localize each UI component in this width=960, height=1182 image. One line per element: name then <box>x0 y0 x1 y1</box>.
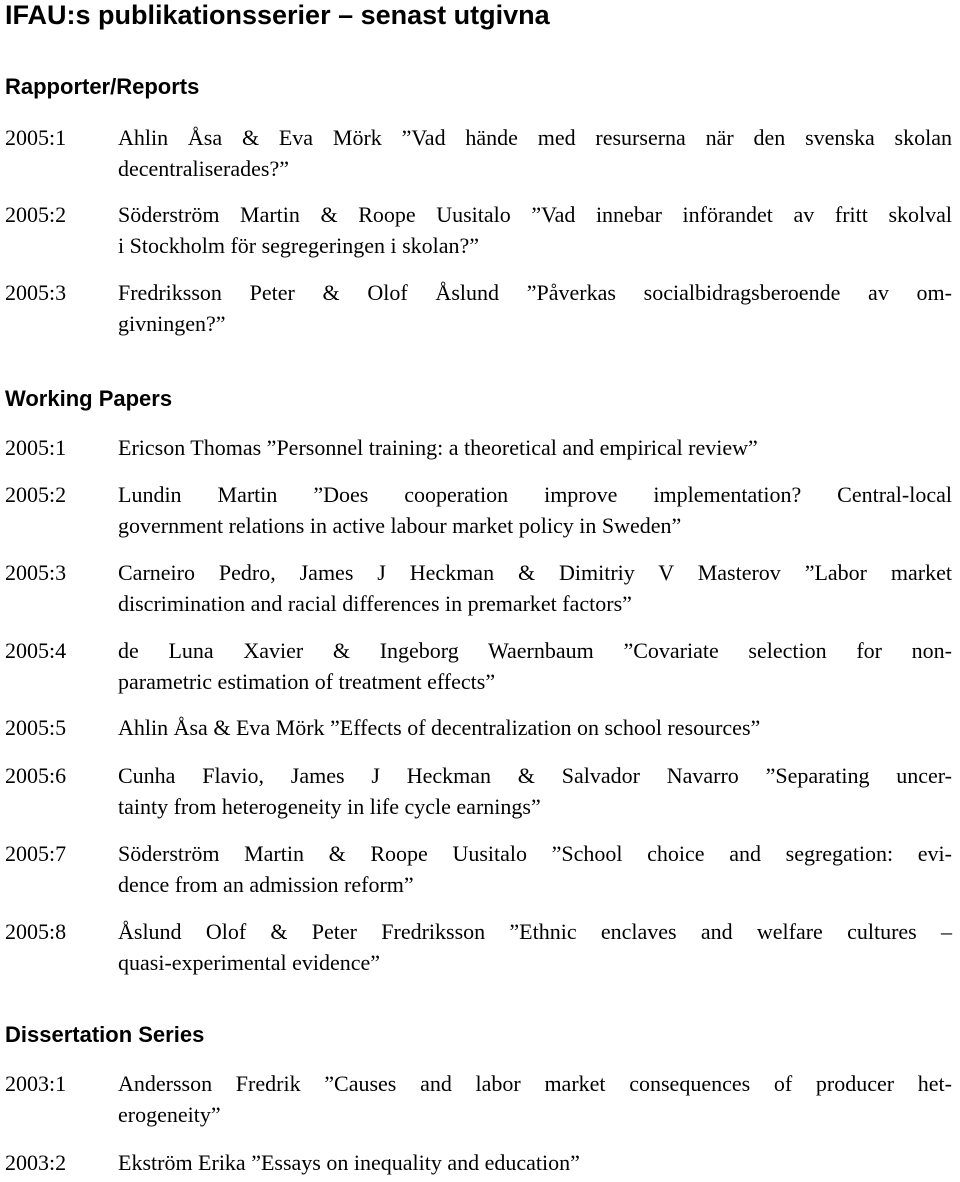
section-heading-dissertation-series: Dissertation Series <box>5 1022 205 1047</box>
publication-citation <box>118 557 952 619</box>
citation-line: Åslund Olof & Peter Fredriksson ”Ethnic enclaves and welfare cultures – <box>118 919 952 944</box>
publication-citation <box>118 760 952 822</box>
publication-number: 2005:2 <box>5 202 67 227</box>
publication-number: 2005:6 <box>5 763 67 788</box>
citation-line: Ekström Erika ”Essays on inequality and education” <box>118 1150 580 1175</box>
publication-citation <box>118 277 952 339</box>
citation-line: Cunha Flavio, James J Heckman & Salvador Navarro ”Separating uncer- <box>118 763 952 788</box>
citation-line: Carneiro Pedro, James J Heckman & Dimitriy V Masterov ”Labor market <box>118 560 952 585</box>
publication-number: 2005:1 <box>5 435 67 460</box>
publication-citation <box>118 1068 952 1130</box>
publication-number: 2005:7 <box>5 841 67 866</box>
publication-number: 2005:3 <box>5 560 67 585</box>
citation-line: i Stockholm för segregeringen i skolan?” <box>118 233 480 258</box>
section-heading-working-papers: Working Papers <box>5 386 173 411</box>
citation-line: Ahlin Åsa & Eva Mörk ”Effects of decentralization on school resources” <box>118 715 761 740</box>
publication-number: 2005:8 <box>5 919 67 944</box>
citation-line: Fredriksson Peter & Olof Åslund ”Påverkas socialbidragsberoende av om- <box>118 280 952 305</box>
citation-line: Söderström Martin & Roope Uusitalo ”School choice and segregation: evi- <box>118 841 952 866</box>
publication-number: 2005:2 <box>5 482 67 507</box>
publication-citation <box>118 199 952 261</box>
citation-line: Ericson Thomas ”Personnel training: a theoretical and empirical review” <box>118 435 758 460</box>
citation-line: parametric estimation of treatment effects” <box>118 669 496 694</box>
citation-line: Ahlin Åsa & Eva Mörk ”Vad hände med resurserna när den svenska skolan <box>118 125 952 150</box>
publication-number: 2003:2 <box>5 1150 67 1175</box>
citation-line: discrimination and racial differences in premarket factors” <box>118 591 632 616</box>
publication-number: 2005:1 <box>5 125 67 150</box>
document-title: IFAU:s publikationsserier – senast utgivna <box>5 0 550 30</box>
citation-line: erogeneity” <box>118 1102 221 1127</box>
citation-line: tainty from heterogeneity in life cycle earnings” <box>118 794 541 819</box>
publication-citation <box>118 838 952 900</box>
publication-number: 2005:4 <box>5 638 67 663</box>
citation-line: de Luna Xavier & Ingeborg Waernbaum ”Covariate selection for non- <box>118 638 952 663</box>
publication-number: 2005:5 <box>5 715 67 740</box>
citation-line: Söderström Martin & Roope Uusitalo ”Vad innebar införandet av fritt skolval <box>118 202 952 227</box>
publication-number: 2005:3 <box>5 280 67 305</box>
publication-citation <box>118 1147 952 1178</box>
citation-line: decentraliserades?” <box>118 156 289 181</box>
citation-line: government relations in active labour market policy in Sweden” <box>118 513 682 538</box>
publication-citation <box>118 432 952 463</box>
citation-line: quasi-experimental evidence” <box>118 950 381 975</box>
publication-citation <box>118 479 952 541</box>
publication-citation <box>118 712 952 743</box>
citation-line: Lundin Martin ”Does cooperation improve implementation? Central-local <box>118 482 952 507</box>
publication-citation <box>118 635 952 697</box>
publication-citation <box>118 916 952 978</box>
citation-line: dence from an admission reform” <box>118 872 414 897</box>
citation-line: givningen?” <box>118 311 226 336</box>
citation-line: Andersson Fredrik ”Causes and labor market consequences of producer het- <box>118 1071 952 1096</box>
publication-number: 2003:1 <box>5 1071 67 1096</box>
publication-citation <box>118 122 952 184</box>
section-heading-reports: Rapporter/Reports <box>5 74 200 99</box>
